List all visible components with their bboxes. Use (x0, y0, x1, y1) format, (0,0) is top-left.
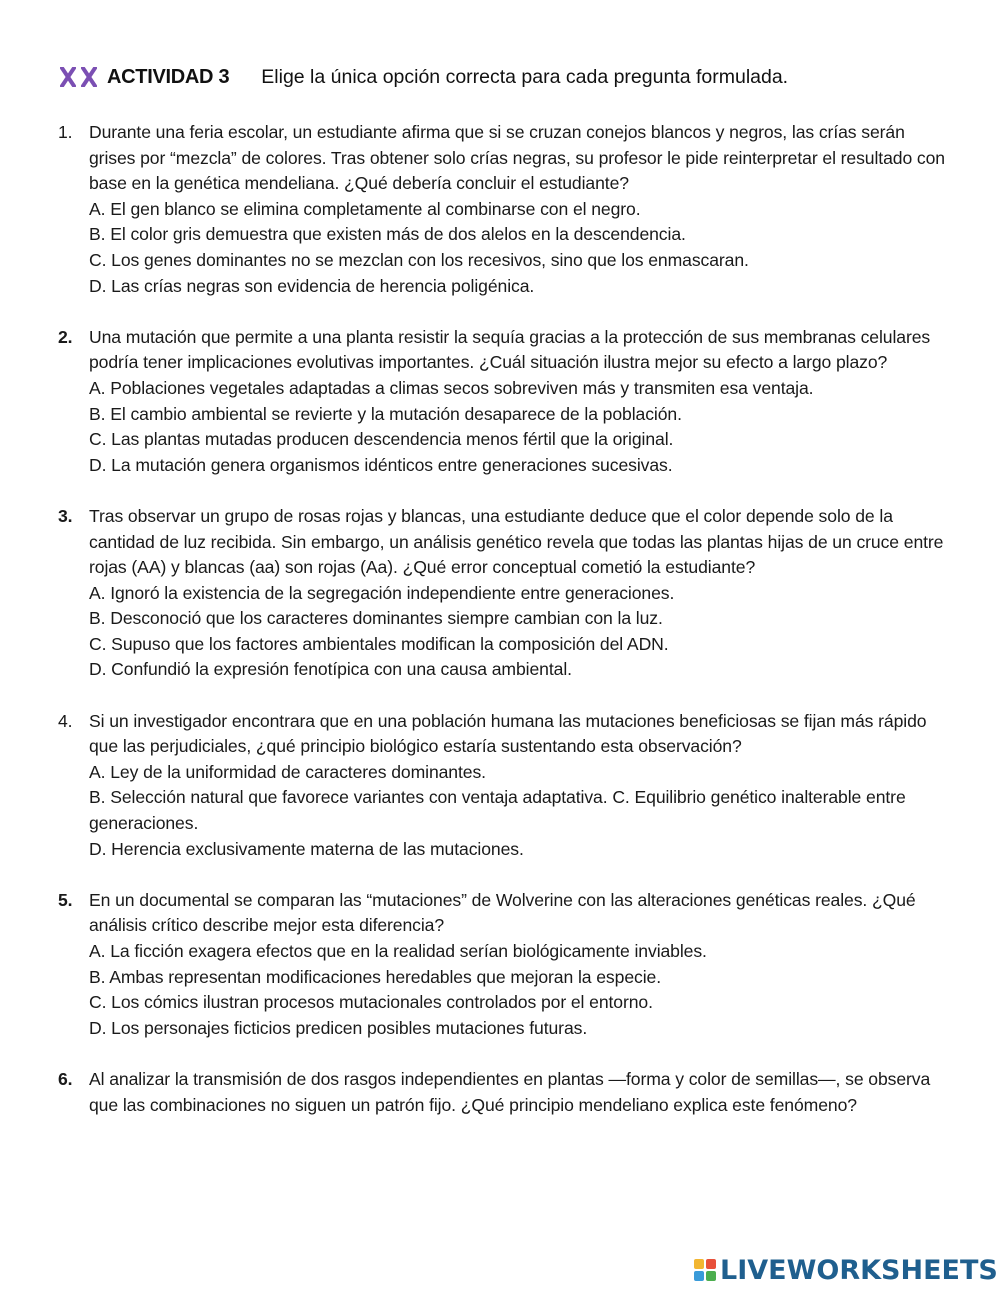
question-4 (58, 709, 948, 863)
question-2 (58, 325, 948, 479)
question-stem: Al analizar la transmisión de dos rasgos independientes en plantas —forma y color de semillas—, se observa que las combinaciones no siguen un patrón fijo. ¿Qué principio mendeliano explica este fenómeno? (89, 1068, 931, 1115)
option-c[interactable]: C. Los cómics ilustran procesos mutacionales controlados por el entorno. (89, 992, 653, 1013)
option-b[interactable]: B. El cambio ambiental se revierte y la mutación desaparece de la población. (89, 403, 682, 424)
question-1 (58, 120, 948, 299)
option-b[interactable]: B. Desconoció que los caracteres dominantes siempre cambian con la luz. (89, 608, 663, 629)
option-c[interactable]: C. Supuso que los factores ambientales modifican la composición del ADN. (89, 633, 669, 654)
xx-chromosome-icon (60, 67, 97, 87)
option-d[interactable]: D. Herencia exclusivamente materna de las mutaciones. (89, 838, 524, 859)
option-a[interactable]: A. Poblaciones vegetales adaptadas a climas secos sobreviven más y transmiten esa ventaja. (89, 377, 814, 398)
activity-header (60, 62, 788, 92)
option-b[interactable]: B. Ambas representan modificaciones heredables que mejoran la especie. (89, 966, 661, 987)
question-stem: Tras observar un grupo de rosas rojas y blancas, una estudiante deduce que el color depende solo de la cantidad de luz recibida. Sin embargo, un análisis genético revela que todas las plantas hijas de un cruce entre rojas (AA) y blancas (aa) son rojas (Aa). ¿Qué error conceptual cometió la estudiante? (89, 505, 944, 578)
option-a[interactable]: A. La ficción exagera efectos que en la realidad serían biológicamente inviables. (89, 941, 707, 961)
liveworksheets-logo-icon (694, 1259, 716, 1281)
question-list (58, 120, 948, 1144)
question-number: 1. (58, 122, 73, 142)
question-number: 4. (58, 710, 73, 731)
option-b[interactable]: B. El color gris demuestra que existen más de dos alelos en la descendencia. (89, 224, 686, 245)
question-number: 5. (58, 889, 73, 910)
question-number: 3. (58, 505, 73, 526)
option-b-c-line (89, 785, 948, 836)
option-d[interactable]: D. La mutación genera organismos idénticos entre generaciones sucesivas. (89, 454, 673, 475)
activity-title: ACTIVIDAD 3 (107, 65, 230, 88)
option-c[interactable]: C. Las plantas mutadas producen descendencia menos fértil que la original. (89, 429, 674, 450)
option-b[interactable]: B. Selección natural que favorece variantes con ventaja adaptativa. (89, 787, 608, 808)
question-6 (58, 1067, 948, 1118)
option-d[interactable]: D. Los personajes ficticios predicen posibles mutaciones futuras. (89, 1017, 588, 1038)
option-d[interactable]: D. Las crías negras son evidencia de herencia poligénica. (89, 275, 535, 296)
option-a[interactable]: A. El gen blanco se elimina completamente al combinarse con el negro. (89, 198, 641, 219)
question-number: 2. (58, 326, 73, 347)
liveworksheets-brand[interactable] (694, 1256, 998, 1284)
option-a[interactable]: A. Ignoró la existencia de la segregación independiente entre generaciones. (89, 582, 675, 603)
option-d[interactable]: D. Confundió la expresión fenotípica con una causa ambiental. (89, 659, 572, 680)
question-stem: Una mutación que permite a una planta resistir la sequía gracias a la protección de sus membranas celulares podría tener implicaciones evolutivas importantes. ¿Cuál situación ilustra mejor su efecto a largo plazo? (89, 326, 931, 373)
activity-instruction: Elige la única opción correcta para cada pregunta formulada. (261, 65, 789, 88)
brand-name: LIVEWORKSHEETS (720, 1254, 998, 1286)
question-stem: Durante una feria escolar, un estudiante afirma que si se cruzan conejos blancos y negros, las crías serán grises por “mezcla” de colores. Tras obtener solo crías negras, su profesor le pide reinterpretar el resultado con base en la genética mendeliana. ¿Qué debería concluir el estudiante? (89, 122, 945, 194)
question-number: 6. (58, 1068, 73, 1089)
question-5 (58, 888, 948, 1042)
question-3 (58, 504, 948, 683)
option-c[interactable]: C. Equilibrio genético inalterable entre generaciones. (89, 787, 906, 834)
question-stem: En un documental se comparan las “mutaciones” de Wolverine con las alteraciones genéticas reales. ¿Qué análisis crítico describe mejor esta diferencia? (89, 889, 916, 936)
option-a[interactable]: A. Ley de la uniformidad de caracteres dominantes. (89, 761, 486, 782)
option-c[interactable]: C. Los genes dominantes no se mezclan con los recesivos, sino que los enmascaran. (89, 249, 749, 270)
question-stem: Si un investigador encontrara que en una población humana las mutaciones beneficiosas se fijan más rápido que las perjudiciales, ¿qué principio biológico estaría sustentando esta observación? (89, 710, 927, 757)
